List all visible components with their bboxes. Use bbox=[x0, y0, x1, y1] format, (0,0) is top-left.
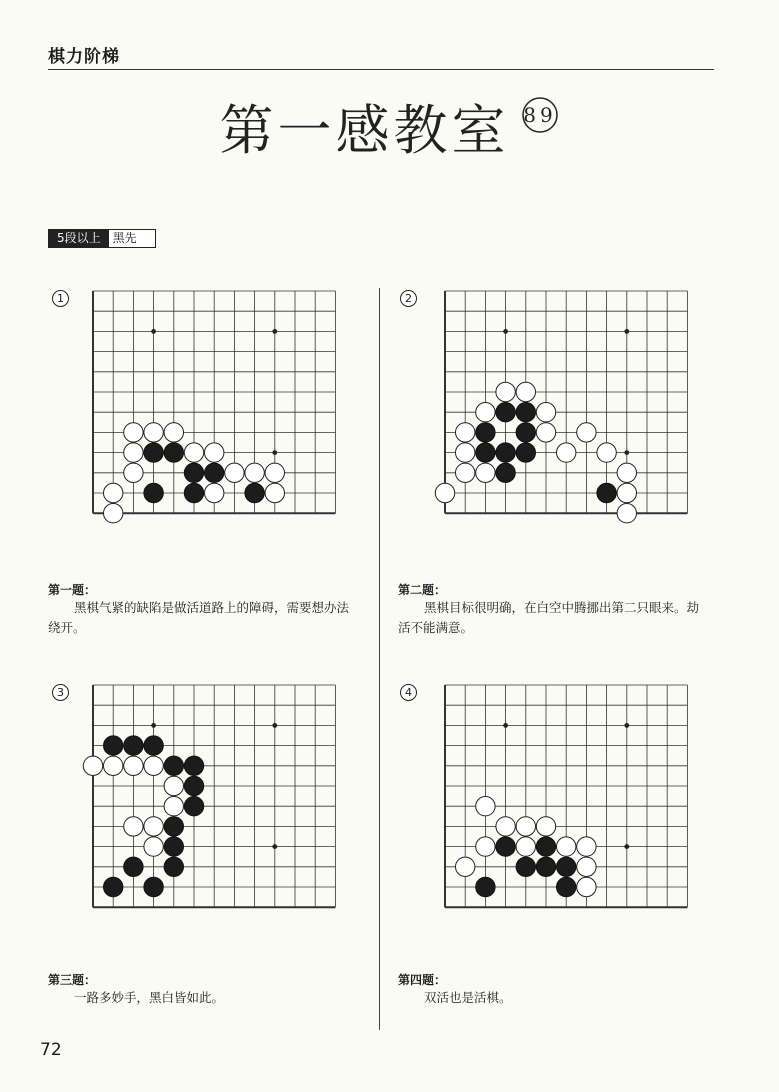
white-stone bbox=[476, 403, 495, 422]
white-stone bbox=[577, 857, 596, 876]
white-stone bbox=[225, 463, 244, 482]
black-stone bbox=[144, 483, 163, 502]
star-point bbox=[624, 723, 629, 728]
black-stone bbox=[516, 443, 535, 462]
black-stone bbox=[164, 857, 183, 876]
white-stone bbox=[144, 756, 163, 775]
black-stone bbox=[496, 403, 515, 422]
problem-number: 4 bbox=[400, 684, 417, 701]
black-stone bbox=[184, 463, 203, 482]
problem-text: 双活也是活棋。 bbox=[424, 990, 512, 1005]
white-stone bbox=[516, 837, 535, 856]
black-stone bbox=[144, 736, 163, 755]
white-stone bbox=[617, 483, 636, 502]
white-stone bbox=[557, 837, 576, 856]
page-title bbox=[0, 88, 779, 165]
white-stone bbox=[164, 776, 183, 795]
star-point bbox=[503, 723, 508, 728]
black-stone bbox=[476, 443, 495, 462]
level-badge bbox=[48, 229, 156, 248]
to-move: 黑先 bbox=[109, 230, 155, 247]
star-point bbox=[272, 723, 277, 728]
problem-number: 2 bbox=[400, 290, 417, 307]
white-stone bbox=[536, 817, 555, 836]
page-number: 72 bbox=[40, 1040, 62, 1060]
star-point bbox=[624, 329, 629, 334]
white-stone bbox=[516, 382, 535, 401]
black-stone bbox=[124, 736, 143, 755]
problem-label: 第一题： bbox=[48, 583, 97, 597]
issue-number-badge bbox=[520, 95, 560, 135]
star-point bbox=[624, 450, 629, 455]
black-stone bbox=[164, 817, 183, 836]
white-stone bbox=[104, 483, 123, 502]
white-stone bbox=[164, 797, 183, 816]
black-stone bbox=[144, 443, 163, 462]
white-stone bbox=[184, 443, 203, 462]
white-stone bbox=[205, 483, 224, 502]
black-stone bbox=[164, 443, 183, 462]
white-stone bbox=[536, 423, 555, 442]
white-stone bbox=[124, 423, 143, 442]
white-stone bbox=[476, 797, 495, 816]
black-stone bbox=[184, 776, 203, 795]
black-stone bbox=[516, 423, 535, 442]
star-point bbox=[624, 844, 629, 849]
white-stone bbox=[435, 483, 454, 502]
star-point bbox=[151, 723, 156, 728]
title-text: 第一感教室 bbox=[219, 99, 510, 162]
white-stone bbox=[144, 423, 163, 442]
problem-text: 黑棋目标很明确，在白空中腾挪出第二只眼来。劫活不能满意。 bbox=[398, 600, 700, 635]
white-stone bbox=[104, 504, 123, 523]
white-stone bbox=[265, 463, 284, 482]
white-stone bbox=[536, 403, 555, 422]
header-rule bbox=[48, 69, 714, 70]
star-point bbox=[503, 329, 508, 334]
star-point bbox=[272, 329, 277, 334]
white-stone bbox=[104, 756, 123, 775]
black-stone bbox=[184, 483, 203, 502]
problem-label: 第二题： bbox=[398, 583, 447, 597]
white-stone bbox=[265, 483, 284, 502]
black-stone bbox=[184, 756, 203, 775]
problem-text: 黑棋气紧的缺陷是做活道路上的障碍，需要想办法绕开。 bbox=[48, 600, 350, 635]
star-point bbox=[272, 844, 277, 849]
go-board bbox=[80, 672, 360, 934]
white-stone bbox=[557, 443, 576, 462]
black-stone bbox=[536, 837, 555, 856]
go-board bbox=[432, 278, 712, 540]
black-stone bbox=[496, 443, 515, 462]
white-stone bbox=[164, 423, 183, 442]
black-stone bbox=[476, 877, 495, 896]
white-stone bbox=[476, 463, 495, 482]
black-stone bbox=[124, 857, 143, 876]
white-stone bbox=[124, 463, 143, 482]
black-stone bbox=[536, 857, 555, 876]
black-stone bbox=[496, 837, 515, 856]
black-stone bbox=[245, 483, 264, 502]
white-stone bbox=[476, 837, 495, 856]
black-stone bbox=[164, 756, 183, 775]
white-stone bbox=[577, 837, 596, 856]
column-divider bbox=[379, 288, 380, 1030]
white-stone bbox=[456, 857, 475, 876]
star-point bbox=[151, 329, 156, 334]
white-stone bbox=[496, 817, 515, 836]
black-stone bbox=[557, 877, 576, 896]
white-stone bbox=[144, 837, 163, 856]
white-stone bbox=[597, 443, 616, 462]
black-stone bbox=[496, 463, 515, 482]
white-stone bbox=[577, 423, 596, 442]
problem-number: 1 bbox=[52, 290, 69, 307]
white-stone bbox=[577, 877, 596, 896]
black-stone bbox=[597, 483, 616, 502]
problem-text: 一路多妙手，黑白皆如此。 bbox=[74, 990, 225, 1005]
problem-label: 第四题： bbox=[398, 973, 447, 987]
black-stone bbox=[164, 837, 183, 856]
white-stone bbox=[496, 382, 515, 401]
black-stone bbox=[516, 403, 535, 422]
white-stone bbox=[124, 756, 143, 775]
problem-label: 第三题： bbox=[48, 973, 97, 987]
white-stone bbox=[617, 463, 636, 482]
go-board bbox=[432, 672, 712, 934]
white-stone bbox=[245, 463, 264, 482]
white-stone bbox=[205, 443, 224, 462]
black-stone bbox=[516, 857, 535, 876]
white-stone bbox=[124, 817, 143, 836]
white-stone bbox=[456, 463, 475, 482]
level-rank: 5段以上 bbox=[49, 230, 109, 247]
black-stone bbox=[476, 423, 495, 442]
black-stone bbox=[104, 877, 123, 896]
white-stone bbox=[456, 443, 475, 462]
white-stone bbox=[617, 504, 636, 523]
black-stone bbox=[104, 736, 123, 755]
issue-number: 89 bbox=[522, 103, 557, 127]
white-stone bbox=[456, 423, 475, 442]
section-header: 棋力阶梯 bbox=[48, 47, 120, 67]
star-point bbox=[272, 450, 277, 455]
problem-number: 3 bbox=[52, 684, 69, 701]
white-stone bbox=[144, 817, 163, 836]
go-board bbox=[80, 278, 360, 540]
black-stone bbox=[144, 877, 163, 896]
white-stone bbox=[83, 756, 102, 775]
black-stone bbox=[205, 463, 224, 482]
white-stone bbox=[516, 817, 535, 836]
white-stone bbox=[124, 443, 143, 462]
black-stone bbox=[557, 857, 576, 876]
black-stone bbox=[184, 797, 203, 816]
